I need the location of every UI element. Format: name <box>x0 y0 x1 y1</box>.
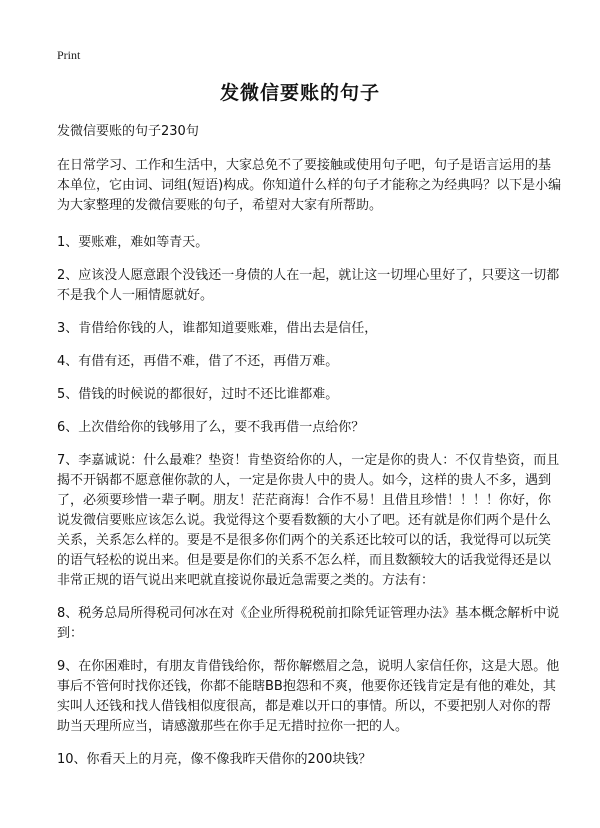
list-item: 9、在你困难时，有朋友肯借钱给你，帮你解燃眉之急，说明人家信任你，这是大恩。他事后不管何时找你还钱，你都不能瞎BB抱怨和不爽，他要你还钱肯定是有他的难处，其实叫人还钱和找人借钱相似度很高，都是难以开口的事情。所以，不要把别人对你的帮助当天理所应当，请感激那些在你手足无措时拉你一把的人。 <box>57 659 560 734</box>
list-item: 3、肯借给你钱的人，谁都知道要账难，借出去是信任， <box>57 321 378 336</box>
list-item: 2、应该没人愿意跟个没钱还一身债的人在一起，就让这一切埋心里好了，只要这一切都不是我个人一厢情愿就好。 <box>57 268 560 303</box>
list-item: 6、上次借给你的钱够用了么，要不我再借一点给你？ <box>57 420 365 435</box>
intro-paragraph: 在日常学习、工作和生活中，大家总免不了要接触或使用句子吧，句子是语言运用的基本单位，它由词、词组(短语)构成。你知道什么样的句子才能称之为经典吗？以下是小编为大家整理的发微信要账的句子，希望对大家有所帮助。 <box>57 158 562 213</box>
list-item: 7、李嘉诚说：什么最难？垫资！肯垫资给你的人，一定是你的贵人：不仅肯垫资，而且揭不开锅都不愿意催你款的人，一定是你贵人中的贵人。如今，这样的贵人不多，遇到了，必须要珍惜一辈子啊。朋友！茫茫商海！合作不易！且借且珍惜！！！！你好，你说发微信要账应该怎么说。我觉得这个要看数额的大小了吧。还有就是你们两个是什么关系，关系怎么样的。要是不是很多你们两个的关系还比较可以的话，我觉得可以玩笑的语气轻松的说出来。但是要是你们的关系不怎么样，而且数额较大的话我觉得还是以非常正规的语气说出来吧就直接说你最近急需要之类的。方法有： <box>57 453 560 588</box>
list-item: 5、借钱的时候说的都很好，过时不还比谁都难。 <box>57 387 339 402</box>
list-item: 8、税务总局所得税司何冰在对《企业所得税税前扣除凭证管理办法》基本概念解析中说到： <box>57 606 560 641</box>
article-body <box>57 122 562 783</box>
list-item: 4、有借有还，再借不难，借了不还，再借万难。 <box>57 354 339 369</box>
page-title: 发微信要账的句子 <box>219 82 380 104</box>
article-subtitle: 发微信要账的句子230句 <box>57 124 199 139</box>
print-link[interactable]: Print <box>57 48 81 62</box>
list-item: 10、你看天上的月亮，像不像我昨天借你的200块钱？ <box>57 752 372 767</box>
list-item: 1、要账难，难如等青天。 <box>57 235 209 250</box>
